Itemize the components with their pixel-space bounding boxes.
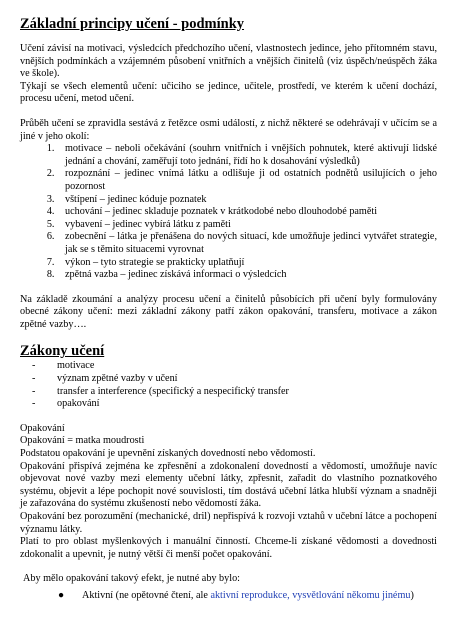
list-item: 3. vštípení – jedinec kóduje poznatek: [57, 194, 437, 207]
requirements-list: [20, 590, 437, 603]
repetition-requirements: Aby mělo opakování takový efekt, je nutné aby bylo:: [23, 573, 240, 585]
paragraph-learning-process: Průběh učení se zpravidla sestává z řetězce osmi událostí, z nichž některé se odehrávají v učícím se a jiné v jeho okolí:: [20, 117, 437, 142]
list-item: 7. výkon – tyto strategie se prakticky uplatňují: [57, 257, 437, 270]
paragraph-laws-intro: Na základě zkoumání a analýzy procesu učení a činitelů působících při učení byly formulovány obecné zákony učení: mezi základní zákony patří zákon opakování, transferu, motivace a zákon zpětné vazby….: [20, 293, 437, 330]
laws-list: [20, 360, 437, 410]
repetition-contribution: Opakování přispívá zejména ke zpřesnění a zdokonalení dovedností a vědomostí, umožňuje navíc objevovat nové vazby mezi elementy učební látky, zpřesnit, zařadit do vlastního poznatkového systému, objevit a lépe pochopit nové souvislosti, tím dostává učební látka hlubší význam a snadněji je zařazována do systému zkušeností nebo vědomostí žáka.: [20, 460, 437, 510]
dash-icon: -: [32, 360, 36, 372]
dash-icon: -: [32, 398, 36, 410]
highlighted-text: aktivní reprodukce, vysvětlování někomu jinému: [210, 589, 411, 601]
repetition-mechanical: Opakování bez porozumění (mechanické, dril) nepřispívá k rozvoji vztahů v učební látce a pochopení významu látky.: [20, 511, 437, 535]
list-item: - význam zpětné vazby v učení: [32, 373, 178, 385]
list-item: - transfer a interference (specifický a nespecifický transfer: [32, 385, 289, 397]
list-item: 2. rozpoznání – jedinec vnímá látku a odlišuje ji od ostatních podnětů usilujících o jeho pozornost: [57, 168, 437, 193]
list-item: 1. motivace – neboli očekávání (souhrn vnitřních i vnějších pohnutek, které aktivují lidské jednání a chování, zaměřují toto jednání, řídí ho k dosahování výsledků): [57, 143, 437, 168]
learning-events-list: [20, 143, 437, 282]
list-item: 5. vybavení – jedinec vybírá látku z paměti: [57, 219, 437, 232]
list-item: - motivace: [32, 360, 95, 372]
dash-icon: -: [32, 385, 36, 397]
list-item: 8. zpětná vazba – jedinec získává informaci o výsledcích: [57, 269, 437, 282]
repetition-essence: Podstatou opakování je upevnění získaných dovedností nebo vědomostí.: [20, 448, 316, 460]
page-title: Základní principy učení - podmínky: [20, 16, 245, 32]
list-item: - opakování: [32, 398, 100, 410]
repetition-motto: Opakování = matka moudrosti: [20, 435, 145, 447]
section-title-laws: Zákony učení: [20, 343, 105, 360]
repetition-applies: Platí to pro oblast myšlenkových i manuální činností. Chceme-li získané vědomosti a dovednosti zdokonalit a upevnit, je nutný větší či menší počet opakování.: [20, 536, 437, 560]
list-item: 6. zobecnění – látka je přenášena do nových situací, kde umožňuje jedinci vytvářet strategie, jak se s těmito situacemi vyrovnat: [57, 231, 437, 256]
paragraph-elements: Týkají se všech elementů učení: učiciho se jedince, učitele, prostředí, ve kterém k učení dochází, procesu učení, metod učení.: [20, 80, 437, 105]
paragraph-conditions: Učení závisí na motivaci, výsledcích předchozího učení, vlastnostech jedince, jeho přítomném stavu, vnějších podmínkách a vzájemném působení vnitřních a vnějších činitelů (viz úspěch/neúspěch žáka ve škole).: [20, 43, 437, 80]
list-item: 4. uchování – jedinec skladuje poznatek v krátkodobé nebo dlouhodobé paměti: [57, 206, 437, 219]
repetition-heading: Opakování: [20, 422, 65, 434]
bullet-icon: ●: [58, 589, 65, 601]
list-item: ● Aktivní (ne opětovné čtení, ale aktivní reprodukce, vysvětlování někomu jinému): [58, 589, 414, 601]
dash-icon: -: [32, 373, 36, 385]
